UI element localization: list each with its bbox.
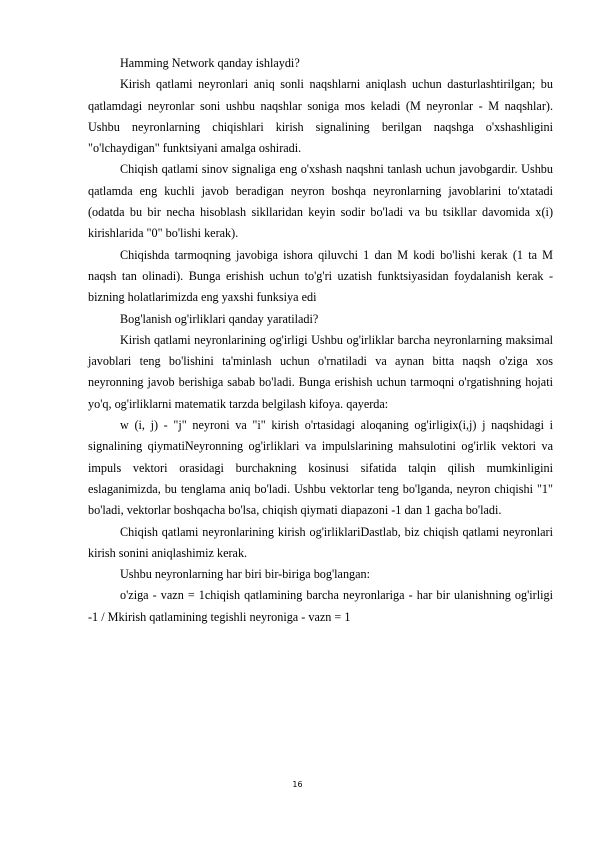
heading-connection-weights: Bog'lanish og'irliklari qanday yaratiladi? xyxy=(120,311,319,326)
paragraph-output-layer-weights: Chiqish qatlami neyronlarining kirish og'irliklariDastlab, biz chiqish qatlami neyronlari kirish sonini aniqlashimiz kerak. xyxy=(88,524,553,560)
paragraph-input-weights: Kirish qatlami neyronlarining og'irligi Ushbu og'irliklar barcha neyronlarning maksimal javoblari teng bo'lishini ta'minlash uchun o'rnatiladi va aynan bitta naqsh o'ziga xos neyronning javob berishiga sabab bo'ladi. Bunga erishish uchun tarmoqni o'rgatishning hojati yo'q, og'irliklarni matematik tarzda belgilash kifoya. qayerda: xyxy=(88,332,553,411)
paragraph-input-layer: Kirish qatlami neyronlari aniq sonli naqshlarni aniqlash uchun dasturlashtirilgan; bu qatlamdagi neyronlar soni ushbu naqshlar soniga mos keladi (M neyronlar - M naqshlar). Ushbu neyronlarning chiqishlari kirish signalining berilgan naqshga o'xshashligini "o'lchaydigan" funktsiyani amalga oshiradi. xyxy=(88,77,553,156)
paragraph-weight-definition: w (i, j) - "j" neyroni va "i" kirish o'rtasidagi aloqaning og'irligix(i,j) j naqshidagi i signalining qiymatiNeyronning og'irliklari va impulslarining mahsulotini og'irlik vektori va impuls vektori orasidagi burchakning kosinusi sifatida talqin qilish mumkinligini eslaganimizda, bu tenglama aniq bo'ladi. Ushbu vektorlar teng bo'lganda, neyron chiqishi "1" bo'ladi, vektorlar boshqacha bo'lsa, chiqish qiymati diapazoni -1 dan 1 gacha bo'ladi. xyxy=(88,418,553,518)
paragraph-output-layer: Chiqish qatlami sinov signaliga eng o'xshash naqshni tanlash uchun javobgardir. Ushbu qatlamda eng kuchli javob beradigan neyron boshqa neyronlarning javoblarini to'xtatadi (odatda bu bir necha hisoblash sikllaridan keyin sodir bo'ladi va bu tsikllar davomida x(i) kirishlarida "0" bo'lishi kerak). xyxy=(88,162,553,241)
document-body xyxy=(88,53,553,628)
paragraph-weight-values: o'ziga - vazn = 1chiqish qatlamining barcha neyronlariga - har bir ulanishning og'irligi -1 / Mkirish qatlamining tegishli neyroniga - vazn = 1 xyxy=(88,588,553,624)
paragraph-output-code: Chiqishda tarmoqning javobiga ishora qiluvchi 1 dan M kodi bo'lishi kerak (1 ta M naqsh tan olinadi). Bunga erishish uchun to'g'ri uzatish funktsiyasidan foydalanish kerak - bizning holatlarimizda eng yaxshi funksiya edi xyxy=(88,247,553,305)
heading-how-hamming-network-works: Hamming Network qanday ishlaydi? xyxy=(120,56,300,70)
page-number: 16 xyxy=(292,780,303,789)
paragraph-interconnection: Ushbu neyronlarning har biri bir-biriga bog'langan: xyxy=(120,567,371,582)
